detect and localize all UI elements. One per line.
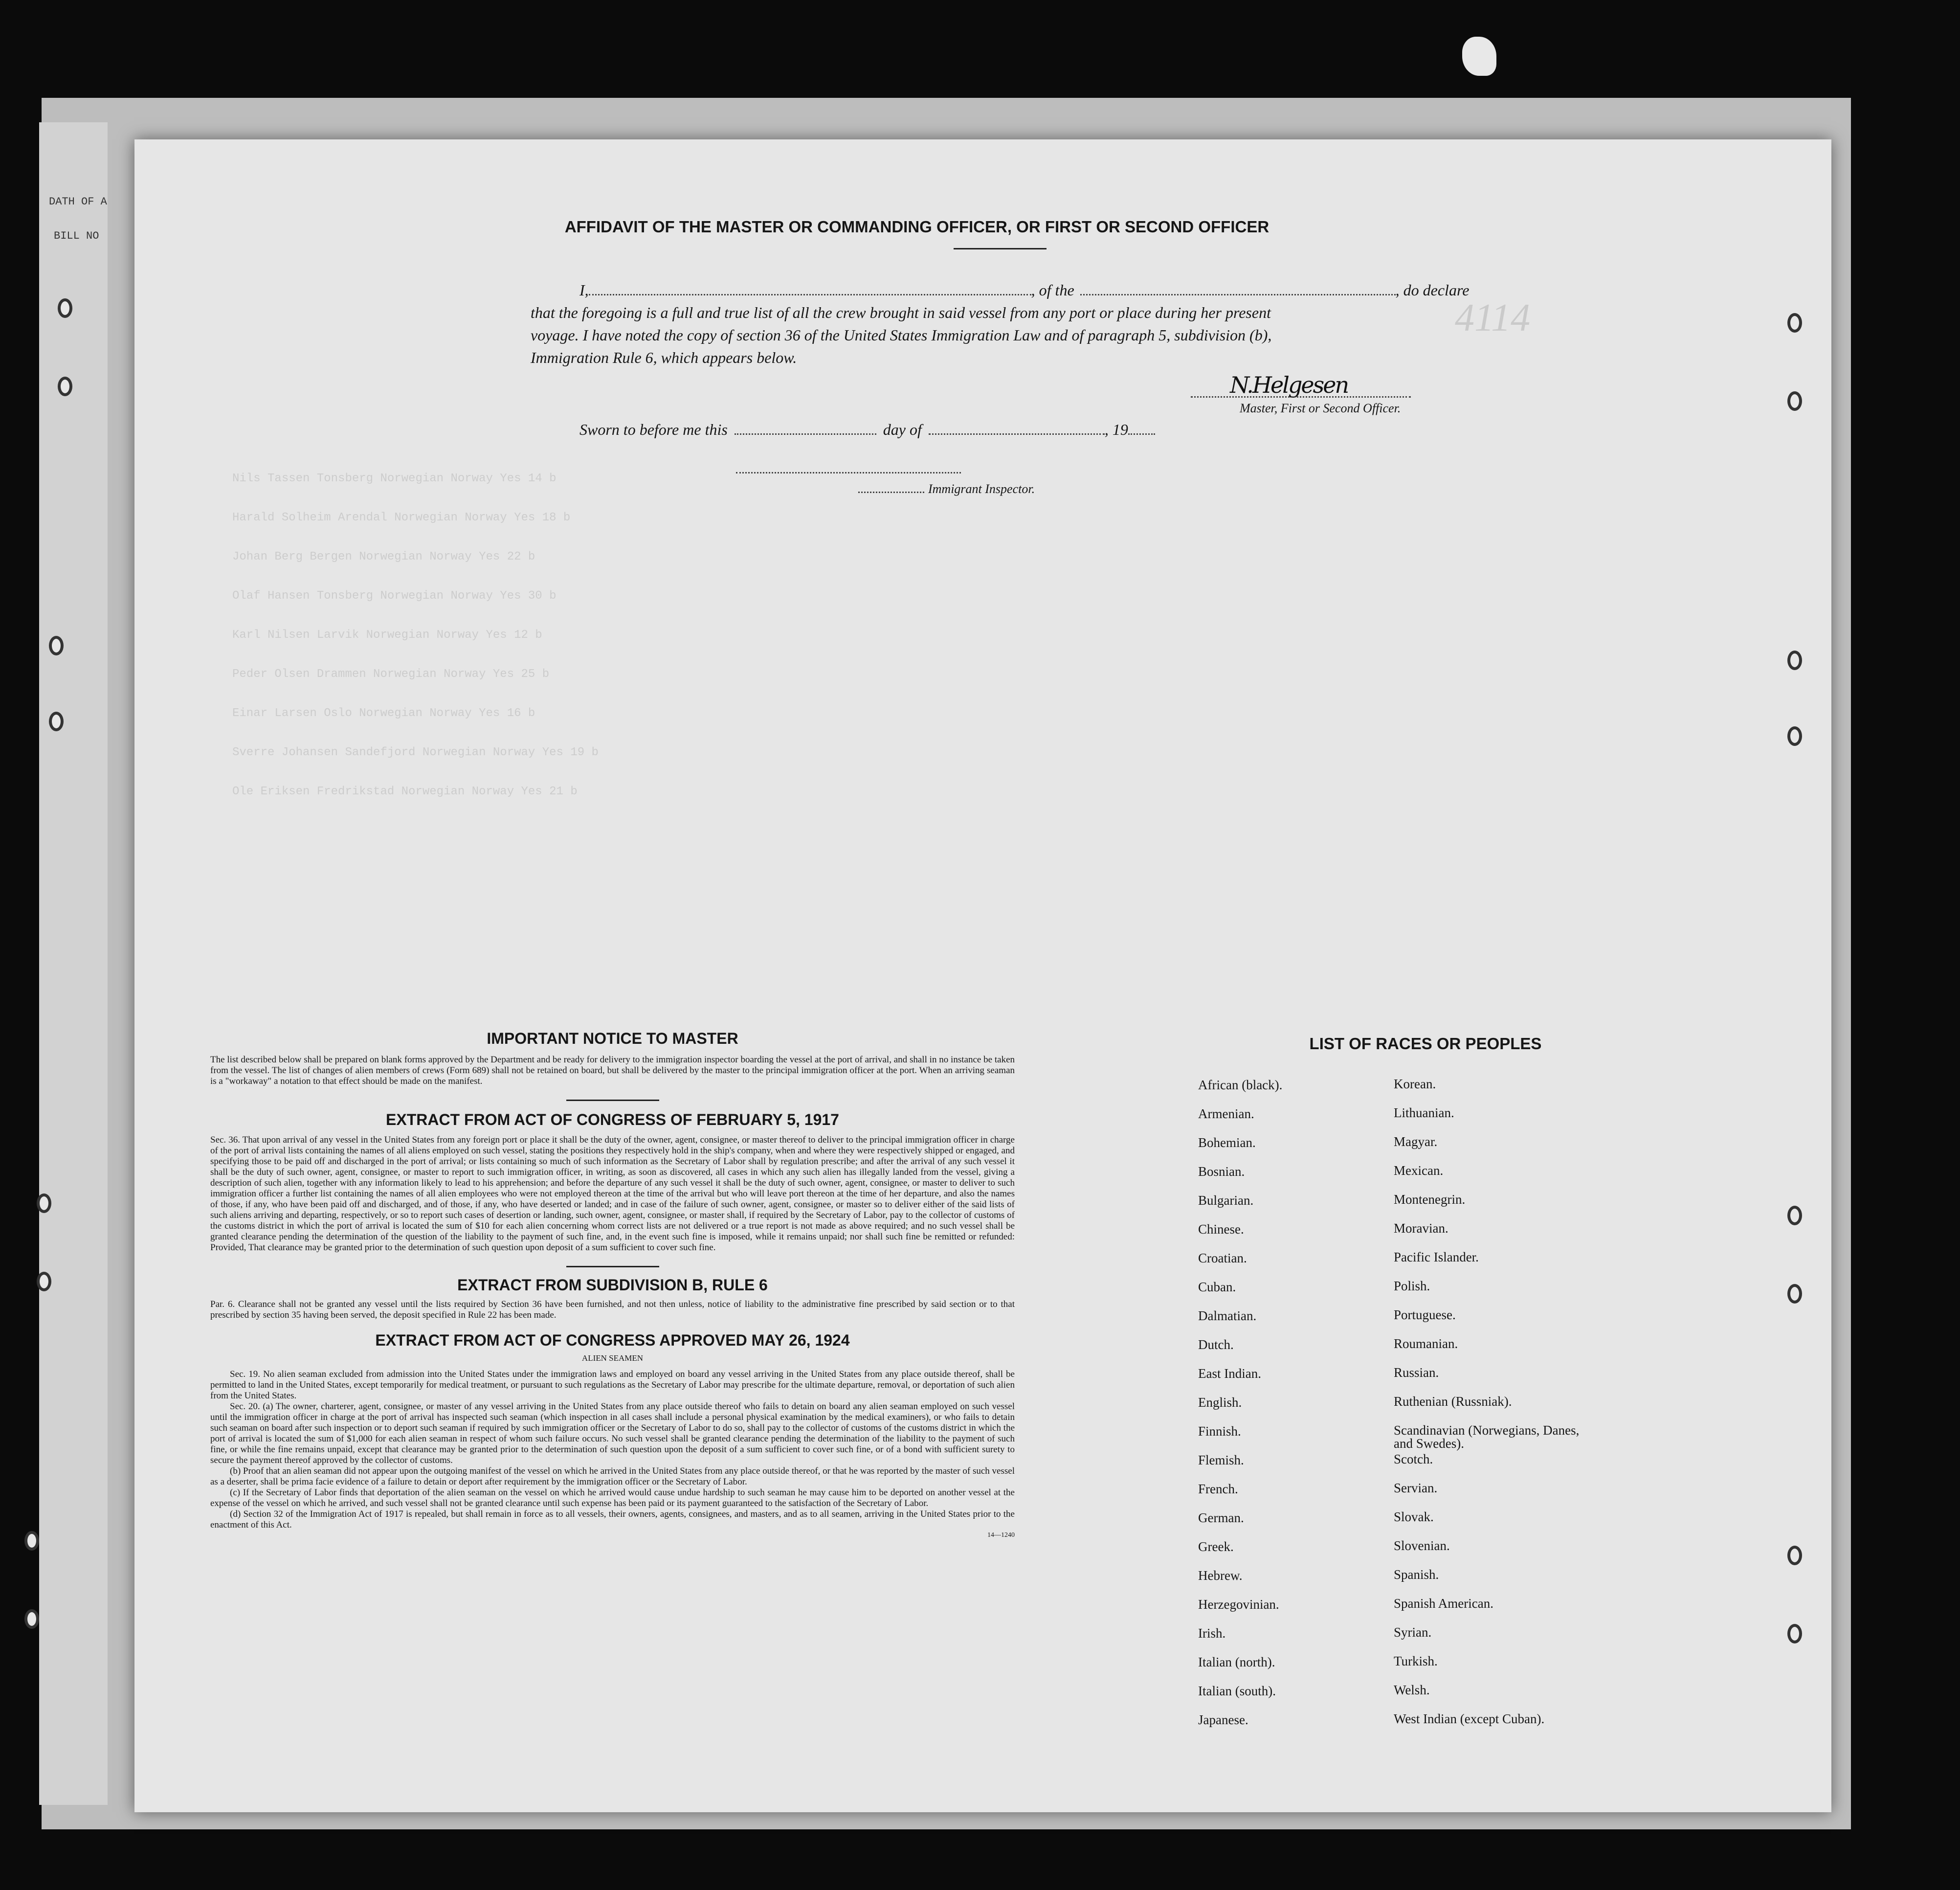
- race-row: [1198, 1510, 1599, 1539]
- race-entry-left: Dalmatian.: [1198, 1308, 1257, 1323]
- master-signature: N.Helgesen: [1230, 372, 1348, 398]
- bleed-through-row: Sverre Johansen Sandefjord Norwegian Norway Yes 19 b: [232, 746, 599, 759]
- title-underline: [954, 248, 1047, 249]
- race-entry-left: Irish.: [1198, 1626, 1226, 1641]
- races-table-body: [1198, 1078, 1599, 1741]
- inspector-line: [858, 482, 1035, 496]
- race-row: [1198, 1251, 1599, 1280]
- declaration-text-3: Immigration Rule 6, which appears below.: [531, 349, 797, 366]
- binder-hole: [1787, 1284, 1802, 1304]
- bleed-through-row: Karl Nilsen Larvik Norwegian Norway Yes 12 b: [232, 629, 542, 642]
- race-entry-left: Cuban.: [1198, 1280, 1236, 1294]
- race-entry-right: Moravian.: [1394, 1221, 1448, 1236]
- race-entry-right: Pacific Islander.: [1394, 1250, 1479, 1264]
- binder-hole: [1787, 651, 1802, 670]
- extract-1917-text: Sec. 36. That upon arrival of any vessel in the United States from any foreign port or place it shall be the duty of the owner, agent, consignee, or master thereof to deliver to the principal immigration officer in charge of the port of arrival lists containing the names of all aliens employed on such vessel, stating the positions they respectively hold in the ship's company, when and where they were respectively shipped or engaged, and specifying those to be paid off and discharged in the port of arrival; or lists containing so much of such information as the Secretary of Labor shall by regulation prescribe; and after the arrival of any such vessel it shall be the duty of such owner, agent, consignee, or master to report to such immigration officer, in writing, as soon as discovered, all cases in which any such alien has illegally landed from the vessel, giving a description of such alien, together with any information likely to lead to his apprehension; and before the departure of any such vessel it shall be the duty of such owner, agent, consignee, or master to deliver to such immigration officer a further list containing the names of all alien employees who were not employed thereon at the time of the arrival but who will leave port thereon at the time of her departure, and also the names of those, if any, who have been paid off and discharged, and of those, if any, who have deserted or landed; and in case of the failure of such owner, agent, consignee, or master so to deliver either of the said lists of such aliens arriving and departing, respectively, or so to report such cases of desertion or landing, such owner, agent, consignee, or master shall, if required by the Secretary of Labor, pay to the collector of customs of the customs district in which the port of arrival is located the sum of $10 for each alien concerning whom correct lists are not delivered or a true report is not made as above required; and no such vessel shall be granted clearance pending the determination of the question of the liability to the payment of such fine, and, in the event such fine is imposed, while it remains unpaid; nor shall such fine be remitted or refunded: Provided, That clearance may be granted prior to the determination of such question upon deposit of a sum sufficient to cover such fine.: [210, 1135, 1015, 1253]
- day-of-label: day of: [883, 421, 922, 438]
- race-row: [1198, 1106, 1599, 1135]
- race-entry-right: Slovak.: [1394, 1509, 1434, 1524]
- notice-text: The list described below shall be prepared on blank forms approved by the Department and be ready for delivery to the immigration inspector boarding the vessel at the port of arrival, and shall in no instance be taken from the vessel. The list of changes of alien members of crews (Form 689) shall not be retained on board, but shall be delivered by the master to the principal immigration officer at the port. When an arriving seaman is a "workaway" a notation to that effect should be made on the manifest.: [210, 1055, 1015, 1086]
- race-entry-right: Roumanian.: [1394, 1336, 1458, 1351]
- manifest-back-page: [134, 139, 1831, 1812]
- sworn-line: [579, 421, 1155, 439]
- binder-hole: [24, 1609, 39, 1629]
- binder-hole: [1787, 1546, 1802, 1565]
- race-row: [1198, 1366, 1599, 1395]
- race-entry-right: Russian.: [1394, 1365, 1439, 1380]
- race-row: [1198, 1568, 1599, 1597]
- binder-hole: [37, 1272, 51, 1291]
- race-entry-left: Bosnian.: [1198, 1164, 1245, 1179]
- extract-rule6-title: EXTRACT FROM SUBDIVISION B, RULE 6: [457, 1276, 768, 1294]
- race-row: [1198, 1395, 1599, 1424]
- race-entry-right: Spanish.: [1394, 1567, 1439, 1582]
- section-divider: [566, 1266, 659, 1267]
- races-title: LIST OF RACES OR PEOPLES: [1309, 1035, 1542, 1053]
- notice-title: IMPORTANT NOTICE TO MASTER: [487, 1030, 738, 1047]
- binder-hole: [1787, 726, 1802, 746]
- i-label: I,: [579, 281, 589, 299]
- race-row: [1198, 1482, 1599, 1510]
- sworn-month-field[interactable]: [929, 433, 1105, 435]
- race-entry-right: Welsh.: [1394, 1683, 1430, 1697]
- race-row: [1198, 1078, 1599, 1106]
- race-entry-right: Polish.: [1394, 1279, 1430, 1293]
- bleed-through-table: [232, 472, 1724, 824]
- race-entry-left: Greek.: [1198, 1539, 1234, 1554]
- sworn-year-field[interactable]: [1128, 433, 1155, 435]
- binder-hole: [49, 712, 64, 731]
- race-entry-left: Finnish.: [1198, 1424, 1241, 1439]
- of-the-label: , of the: [1031, 281, 1074, 299]
- bleed-through-row: Nils Tassen Tonsberg Norwegian Norway Yes 14 b: [232, 472, 557, 485]
- race-entry-left: Herzegovinian.: [1198, 1597, 1279, 1612]
- race-row: [1198, 1308, 1599, 1337]
- race-entry-right: Montenegrin.: [1394, 1192, 1466, 1207]
- extract-1917-title: EXTRACT FROM ACT OF CONGRESS OF FEBRUARY 5, 1917: [386, 1111, 839, 1128]
- race-row: [1198, 1280, 1599, 1308]
- race-entry-right: Servian.: [1394, 1481, 1438, 1495]
- race-entry-left: Chinese.: [1198, 1222, 1244, 1237]
- race-row: [1198, 1655, 1599, 1684]
- race-entry-left: East Indian.: [1198, 1366, 1261, 1381]
- section-divider: [566, 1100, 659, 1101]
- handwritten-margin-number: 4114: [1455, 296, 1531, 339]
- inspector-caption: Immigrant Inspector.: [928, 482, 1035, 496]
- declaration-text-1: that the foregoing is a full and true list of all the crew brought in said vessel from any port or place during her present: [531, 304, 1271, 321]
- sworn-label: Sworn to before me this: [579, 421, 728, 438]
- underlying-page-edge: [39, 122, 108, 1805]
- binder-hole: [37, 1193, 51, 1213]
- extract-rule6-text: Par. 6. Clearance shall not be granted any vessel until the lists required by Section 36 have been furnished, and not then unless, notice of liability to the administrative fine prescribed by said section or to that prescribed by section 35 having been served, the deposit specified in Rule 22 has been made.: [210, 1299, 1015, 1320]
- extract-1924-paragraph: (d) Section 32 of the Immigration Act of 1917 is repealed, but shall remain in force as to all vessels, their owners, agents, consignees, and masters, and as to all seamen, arriving in the United States prior to the enactment of this Act.: [210, 1509, 1015, 1530]
- binder-hole: [1787, 391, 1802, 411]
- binder-hole: [1462, 37, 1496, 76]
- binder-hole: [58, 377, 72, 396]
- race-row: [1198, 1712, 1599, 1741]
- race-entry-left: Italian (south).: [1198, 1684, 1276, 1698]
- extract-1924-paragraph: Sec. 20. (a) The owner, charterer, agent, consignee, or master of any vessel arriving in the United States from any place outside thereof who fails to detain on board any alien seaman employed on such vessel until the immigration officer in charge at the port of arrival has inspected such seaman (which inspection in all cases shall include a personal physical examination by the medical examiners), or who fails to detain such seaman on board after such inspection or to deport such seaman if required by such immigration officer or the Secretary of Labor to do so, shall pay to the collector of customs of the customs district in which the port of arrival is located the sum of $1,000 for each alien seaman in respect of whom such failure occurs. No such vessel shall be granted clearance pending the determination of the liability to the payment of such fine, or while the fine remains unpaid, except that clearance may be granted prior to the determination of such question upon the deposit of a sum sufficient to cover such fine, or of a bond with sufficient surety to secure the payment thereof approved by the collector of customs.: [210, 1401, 1015, 1465]
- extract-1924-title: EXTRACT FROM ACT OF CONGRESS APPROVED MAY 26, 1924: [375, 1331, 850, 1349]
- race-row: [1198, 1597, 1599, 1626]
- race-entry-left: French.: [1198, 1482, 1238, 1496]
- inspector-name-field[interactable]: [858, 492, 924, 493]
- race-row: [1198, 1684, 1599, 1712]
- signature-line: [1191, 396, 1411, 398]
- race-entry-left: Italian (north).: [1198, 1655, 1275, 1669]
- race-row: [1198, 1453, 1599, 1482]
- race-row: [1198, 1626, 1599, 1655]
- race-entry-right: Slovenian.: [1394, 1538, 1450, 1553]
- race-entry-right: Portuguese.: [1394, 1307, 1456, 1322]
- affidavit-declaration: [531, 279, 1479, 369]
- race-entry-left: Hebrew.: [1198, 1568, 1243, 1583]
- edge-mark-top: DATH OF A: [49, 196, 107, 208]
- extract-1924-paragraph: (c) If the Secretary of Labor finds that deportation of the alien seaman on the vessel on which he arrived would cause undue hardship to such seaman he may cause him to be deported on another vessel at the expense of the vessel on which he arrived, and such vessel shall not be granted clearance until such expense has been paid or its payment guaranteed to the satisfaction of the Secretary of Labor.: [210, 1487, 1015, 1508]
- race-row: [1198, 1135, 1599, 1164]
- race-entry-right: Lithuanian.: [1394, 1105, 1454, 1120]
- notices-column: [210, 1030, 1015, 1539]
- edge-mark-bottom: BILL NO: [54, 230, 99, 242]
- race-row: [1198, 1424, 1599, 1453]
- race-row: [1198, 1539, 1599, 1568]
- binder-hole: [1787, 313, 1802, 333]
- vessel-field[interactable]: [1080, 294, 1396, 295]
- bleed-through-row: Einar Larsen Oslo Norwegian Norway Yes 16 b: [232, 707, 535, 720]
- declaration-line: [531, 279, 1479, 301]
- races-table: [1198, 1078, 1599, 1741]
- do-declare-label: , do declare: [1395, 281, 1470, 299]
- race-entry-right: Scandinavian (Norwegians, Danes, and Swedes).: [1394, 1423, 1580, 1451]
- race-entry-right: Korean.: [1394, 1077, 1436, 1091]
- name-field[interactable]: [589, 294, 1031, 295]
- race-entry-right: Spanish American.: [1394, 1596, 1493, 1611]
- race-entry-left: Dutch.: [1198, 1337, 1234, 1352]
- race-row: [1198, 1164, 1599, 1193]
- affidavit-title: AFFIDAVIT OF THE MASTER OR COMMANDING OFFICER, OR FIRST OR SECOND OFFICER: [564, 218, 1270, 236]
- bleed-through-row: Olaf Hansen Tonsberg Norwegian Norway Yes 30 b: [232, 589, 557, 603]
- declaration-text-2: voyage. I have noted the copy of section 36 of the United States Immigration Law and of paragraph 5, subdivision (b),: [531, 326, 1272, 344]
- signature-caption: Master, First or Second Officer.: [1240, 401, 1401, 415]
- form-number: 14—1240: [987, 1531, 1015, 1539]
- race-entry-right: Scotch.: [1394, 1452, 1433, 1466]
- race-entry-left: Croatian.: [1198, 1251, 1247, 1265]
- race-row: [1198, 1193, 1599, 1222]
- race-entry-left: English.: [1198, 1395, 1242, 1410]
- race-entry-left: Armenian.: [1198, 1106, 1254, 1121]
- extract-1924-subtitle: ALIEN SEAMEN: [581, 1353, 644, 1363]
- year-prefix-label: , 19: [1104, 421, 1128, 438]
- race-entry-right: Syrian.: [1394, 1625, 1432, 1640]
- bleed-through-row: Peder Olsen Drammen Norwegian Norway Yes 25 b: [232, 668, 550, 681]
- inspector-signature-line[interactable]: [736, 472, 961, 473]
- race-entry-right: Magyar.: [1394, 1134, 1438, 1149]
- race-entry-left: Bohemian.: [1198, 1135, 1256, 1150]
- race-entry-left: Flemish.: [1198, 1453, 1244, 1467]
- race-entry-right: West Indian (except Cuban).: [1394, 1711, 1545, 1726]
- sworn-day-field[interactable]: [735, 433, 876, 435]
- binder-hole: [1787, 1624, 1802, 1643]
- extract-1924-paragraph: (b) Proof that an alien seaman did not appear upon the outgoing manifest of the vessel on which he arrived in the United States from any place outside thereof, or that he was reported by the master of such vessel as a deserter, shall be prima facie evidence of a failure to detain or deport after requirement by the immigration officer or the Secretary of Labor.: [210, 1466, 1015, 1487]
- race-entry-left: German.: [1198, 1510, 1244, 1525]
- bleed-through-row: Ole Eriksen Fredrikstad Norwegian Norway Yes 21 b: [232, 785, 578, 798]
- race-entry-right: Ruthenian (Russniak).: [1394, 1394, 1512, 1409]
- bleed-through-row: Harald Solheim Arendal Norwegian Norway Yes 18 b: [232, 511, 571, 524]
- binder-hole: [24, 1531, 39, 1551]
- race-row: [1198, 1337, 1599, 1366]
- bleed-through-row: Johan Berg Bergen Norwegian Norway Yes 22 b: [232, 550, 535, 563]
- race-entry-left: African (black).: [1198, 1078, 1283, 1092]
- race-row: [1198, 1222, 1599, 1251]
- binder-hole: [1787, 1206, 1802, 1225]
- binder-hole: [49, 636, 64, 655]
- race-entry-right: Mexican.: [1394, 1163, 1444, 1178]
- binder-hole: [58, 298, 72, 318]
- race-entry-right: Turkish.: [1394, 1654, 1438, 1668]
- extract-1924-paragraph: Sec. 19. No alien seaman excluded from admission into the United States under the immigration laws and employed on board any vessel arriving in the United States from any place outside thereof, shall be permitted to land in the United States, except temporarily for medical treatment, or pursuant to such regulations as the Secretary of Labor may prescribe for the ultimate departure, removal, or deportation of such alien from the United States.: [210, 1369, 1015, 1401]
- race-entry-left: Bulgarian.: [1198, 1193, 1254, 1208]
- race-entry-left: Japanese.: [1198, 1712, 1248, 1727]
